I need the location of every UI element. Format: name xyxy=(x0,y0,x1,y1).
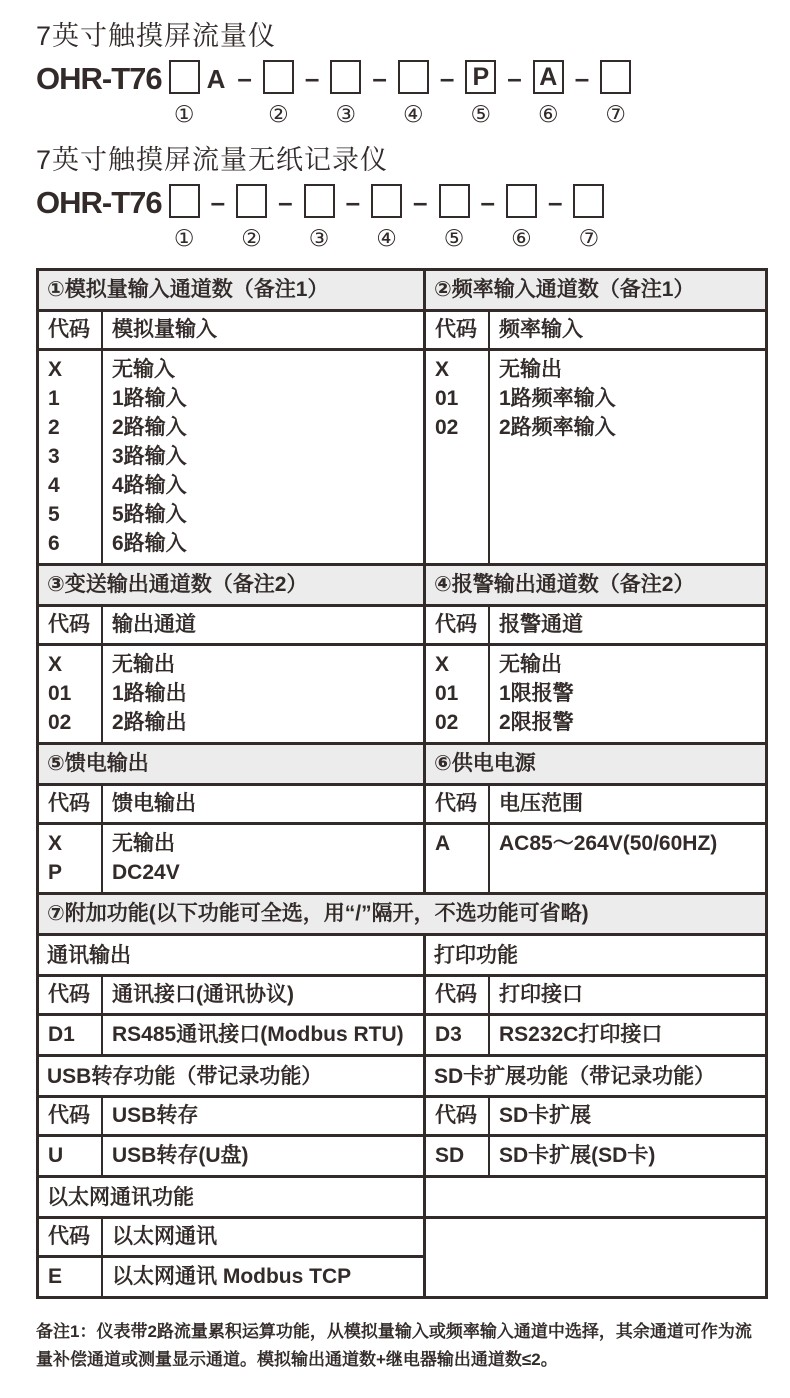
table-half xyxy=(426,1178,765,1296)
section-header: ⑥供电电源 xyxy=(426,745,765,783)
desc-value: SD卡扩展(SD卡) xyxy=(499,1144,656,1167)
subsection-title: 通讯输出 xyxy=(39,936,423,974)
desc-cell xyxy=(490,1016,765,1054)
table-half xyxy=(426,745,765,892)
model-code-unit xyxy=(236,184,267,251)
dash-separator: – xyxy=(574,63,590,93)
column-header-row xyxy=(426,607,765,643)
table-band xyxy=(39,1057,765,1175)
code-column-header: 代码 xyxy=(426,786,488,822)
desc-value: 5路输入 xyxy=(112,503,187,526)
model-code-box xyxy=(263,60,294,94)
desc-value: 4路输入 xyxy=(112,474,187,497)
column-header-row xyxy=(39,1098,423,1134)
code-column-header: 代码 xyxy=(39,977,101,1013)
desc-column-header: 模拟量输入 xyxy=(103,312,423,348)
model-code-unit xyxy=(263,60,294,127)
table-half xyxy=(426,936,765,1054)
dash-separator: – xyxy=(237,63,252,93)
desc-value: 1限报警 xyxy=(499,682,574,705)
code-cell xyxy=(426,1137,488,1175)
model-code-unit xyxy=(398,60,429,127)
model-code-unit xyxy=(465,60,496,127)
desc-value: 2限报警 xyxy=(499,711,574,734)
code-cell xyxy=(39,1137,101,1175)
empty-cell xyxy=(426,1178,765,1216)
model-fixed-letter: A xyxy=(206,64,226,94)
position-number: ④ xyxy=(403,102,424,128)
flow-meter-title: 7英寸触摸屏流量仪 xyxy=(36,21,277,51)
desc-cell xyxy=(103,1016,423,1054)
paperless-recorder-title: 7英寸触摸屏流量无纸记录仪 xyxy=(36,145,389,175)
code-value: X xyxy=(48,358,63,381)
code-value: 02 xyxy=(48,711,72,734)
position-number: ⑥ xyxy=(511,226,532,252)
desc-value: 以太网通讯 Modbus TCP xyxy=(112,1265,352,1288)
desc-column-header: 报警通道 xyxy=(490,607,765,643)
position-number: ① xyxy=(173,102,195,128)
position-number: ⑦ xyxy=(578,226,600,252)
table-band xyxy=(39,936,765,1054)
code-cell xyxy=(426,646,488,742)
section-header: ②频率输入通道数（备注1） xyxy=(426,271,765,309)
dash-separator: – xyxy=(304,63,320,93)
desc-cell xyxy=(490,825,765,892)
dash-separator: – xyxy=(413,187,428,217)
model-code-unit xyxy=(506,184,537,251)
desc-cell xyxy=(490,646,765,742)
code-value: SD xyxy=(435,1144,465,1167)
dash-separator: – xyxy=(439,63,455,93)
model-code-line xyxy=(36,60,770,127)
model-code-box xyxy=(236,184,267,218)
position-number: ② xyxy=(241,226,262,252)
code-cell xyxy=(426,1016,488,1054)
code-value: X xyxy=(48,832,63,855)
desc-column-header: 通讯接口(通讯协议) xyxy=(103,977,423,1013)
subsection-title: USB转存功能（带记录功能） xyxy=(39,1057,423,1095)
column-header-row xyxy=(39,786,423,822)
model-code-box xyxy=(169,60,200,94)
subsection-title: SD卡扩展功能（带记录功能） xyxy=(426,1057,765,1095)
desc-column-header: 馈电输出 xyxy=(103,786,423,822)
data-row xyxy=(39,825,423,892)
subsection-title: 以太网通讯功能 xyxy=(39,1178,423,1216)
position-number: ① xyxy=(173,226,195,252)
code-column-header: 代码 xyxy=(39,1098,101,1134)
desc-column-header: 输出通道 xyxy=(103,607,423,643)
code-cell xyxy=(39,351,101,563)
dash-separator: – xyxy=(210,187,226,217)
code-cell xyxy=(426,351,488,563)
model-code-line xyxy=(36,184,770,251)
desc-column-header: 以太网通讯 xyxy=(103,1219,423,1255)
data-row xyxy=(39,1137,423,1175)
model-code-unit xyxy=(371,184,402,251)
desc-value: RS485通讯接口(Modbus RTU) xyxy=(112,1023,404,1046)
code-value: X xyxy=(435,653,450,676)
model-code-box xyxy=(573,184,604,218)
table-band xyxy=(39,1178,765,1296)
desc-value: 无输出 xyxy=(112,832,175,855)
desc-value: 无输出 xyxy=(499,358,562,381)
section-header: ④报警输出通道数（备注2） xyxy=(426,566,765,604)
section-header: ⑦附加功能(以下功能可全选，用“/”隔开，不选功能可省略) xyxy=(39,895,765,933)
code-column-header: 代码 xyxy=(426,1098,488,1134)
desc-value: 1路输入 xyxy=(112,387,187,410)
code-value: 01 xyxy=(435,682,459,705)
model-code-box xyxy=(398,60,429,94)
desc-cell xyxy=(103,825,423,892)
model-code-unit xyxy=(600,60,631,127)
model-code-box xyxy=(304,184,335,218)
desc-cell xyxy=(490,1137,765,1175)
data-row xyxy=(426,825,765,892)
model-code-unit xyxy=(304,184,335,251)
column-header-row xyxy=(426,312,765,348)
spec-table xyxy=(36,268,768,1299)
table-half xyxy=(39,745,423,892)
table-half xyxy=(426,271,765,563)
data-row xyxy=(39,646,423,742)
code-value: D1 xyxy=(48,1023,75,1046)
code-column-header: 代码 xyxy=(426,977,488,1013)
column-header-row xyxy=(39,312,423,348)
model-code-box: P xyxy=(465,60,496,94)
data-row xyxy=(426,1016,765,1054)
position-number: ⑤ xyxy=(470,102,492,128)
code-value: 02 xyxy=(435,416,459,439)
desc-cell xyxy=(103,646,423,742)
desc-value: AC85～264V(50/60HZ) xyxy=(499,832,718,855)
code-value: 5 xyxy=(48,503,60,526)
desc-value: 无输入 xyxy=(112,358,175,381)
table-half xyxy=(39,271,423,563)
code-column-header: 代码 xyxy=(426,607,488,643)
data-row xyxy=(39,351,423,563)
code-value: 6 xyxy=(48,532,60,555)
model-code-unit xyxy=(573,184,604,251)
model-code-box: A xyxy=(533,60,564,94)
desc-value: 无输出 xyxy=(112,653,175,676)
data-row xyxy=(39,1258,423,1296)
code-column-header: 代码 xyxy=(39,607,101,643)
desc-column-header: USB转存 xyxy=(103,1098,423,1134)
data-row xyxy=(39,1016,423,1054)
table-half xyxy=(426,1057,765,1175)
table-band xyxy=(39,895,765,933)
code-cell xyxy=(426,825,488,892)
desc-value: 1路频率输入 xyxy=(499,387,616,410)
model-code-unit xyxy=(439,184,470,251)
desc-column-header: 电压范围 xyxy=(490,786,765,822)
desc-value: 3路输入 xyxy=(112,445,187,468)
position-number: ⑦ xyxy=(605,102,627,128)
data-row xyxy=(426,351,765,563)
position-number: ③ xyxy=(308,226,330,252)
table-half xyxy=(39,566,423,742)
model-code-box xyxy=(439,184,470,218)
model-code-unit xyxy=(533,60,564,127)
code-cell xyxy=(39,1258,101,1296)
desc-cell xyxy=(103,1258,423,1296)
column-header-row xyxy=(39,1219,423,1255)
desc-value: 2路频率输入 xyxy=(499,416,616,439)
desc-cell xyxy=(103,1137,423,1175)
desc-cell xyxy=(103,351,423,563)
model-code-box xyxy=(169,184,200,218)
desc-column-header: 打印接口 xyxy=(490,977,765,1013)
code-value: U xyxy=(48,1144,64,1167)
position-number: ⑥ xyxy=(537,102,559,128)
code-value: 01 xyxy=(48,682,72,705)
model-code-box xyxy=(600,60,631,94)
dash-separator: – xyxy=(372,63,387,93)
column-header-row xyxy=(426,1098,765,1134)
code-column-header: 代码 xyxy=(426,312,488,348)
position-number: ⑤ xyxy=(443,226,465,252)
position-number: ③ xyxy=(335,102,357,128)
desc-value: 2路输出 xyxy=(112,711,187,734)
table-band xyxy=(39,745,765,892)
code-value: 02 xyxy=(435,711,459,734)
model-code-unit xyxy=(169,60,200,127)
desc-value: 2路输入 xyxy=(112,416,187,439)
position-number: ② xyxy=(268,102,289,128)
column-header-row xyxy=(39,977,423,1013)
column-header-row xyxy=(426,977,765,1013)
table-half xyxy=(39,1178,423,1296)
code-cell xyxy=(39,825,101,892)
code-column-header: 代码 xyxy=(39,786,101,822)
subsection-title: 打印功能 xyxy=(426,936,765,974)
dash-separator: – xyxy=(480,187,495,217)
empty-cell xyxy=(426,1219,765,1296)
desc-column-header: 频率输入 xyxy=(490,312,765,348)
desc-cell xyxy=(490,351,765,563)
code-value: 1 xyxy=(48,387,60,410)
table-half xyxy=(426,566,765,742)
table-band xyxy=(39,566,765,742)
code-cell xyxy=(39,1016,101,1054)
table-half xyxy=(39,1057,423,1175)
model-code-box xyxy=(371,184,402,218)
code-value: P xyxy=(48,861,63,884)
footnote: 备注1：仪表带2路流量累积运算功能，从模拟量输入或频率输入通道中选择，其余通道可作为流量补偿通道或测量显示通道。模拟输出通道数+继电器输出通道数≤2。 xyxy=(36,1322,752,1369)
model-prefix: OHR-T76 xyxy=(36,61,162,96)
model-code-unit xyxy=(330,60,361,127)
desc-value: DC24V xyxy=(112,861,180,884)
desc-value: 1路输出 xyxy=(112,682,187,705)
dash-separator: – xyxy=(507,63,522,93)
model-code-box xyxy=(506,184,537,218)
position-number: ④ xyxy=(376,226,397,252)
dash-separator: – xyxy=(547,187,563,217)
column-header-row xyxy=(39,607,423,643)
code-value: X xyxy=(435,358,450,381)
code-value: 01 xyxy=(435,387,459,410)
code-column-header: 代码 xyxy=(39,312,101,348)
table-band xyxy=(39,271,765,563)
desc-value: RS232C打印接口 xyxy=(499,1023,663,1046)
section-header: ①模拟量输入通道数（备注1） xyxy=(39,271,423,309)
section-header: ③变送输出通道数（备注2） xyxy=(39,566,423,604)
model-code-box xyxy=(330,60,361,94)
data-row xyxy=(426,646,765,742)
desc-value: 6路输入 xyxy=(112,532,187,555)
code-value: E xyxy=(48,1265,63,1288)
code-value: 2 xyxy=(48,416,60,439)
desc-value: USB转存(U盘) xyxy=(112,1144,249,1167)
data-row xyxy=(426,1137,765,1175)
code-value: A xyxy=(435,832,451,855)
column-header-row xyxy=(426,786,765,822)
section-header: ⑤馈电输出 xyxy=(39,745,423,783)
model-prefix: OHR-T76 xyxy=(36,185,162,220)
code-cell xyxy=(39,646,101,742)
desc-value: 无输出 xyxy=(499,653,562,676)
dash-separator: – xyxy=(345,187,361,217)
code-value: 3 xyxy=(48,445,60,468)
code-value: D3 xyxy=(435,1023,462,1046)
dash-separator: – xyxy=(278,187,293,217)
code-value: X xyxy=(48,653,63,676)
code-value: 4 xyxy=(48,474,60,497)
desc-column-header: SD卡扩展 xyxy=(490,1098,765,1134)
model-code-unit xyxy=(169,184,200,251)
code-column-header: 代码 xyxy=(39,1219,101,1255)
table-half xyxy=(39,936,423,1054)
